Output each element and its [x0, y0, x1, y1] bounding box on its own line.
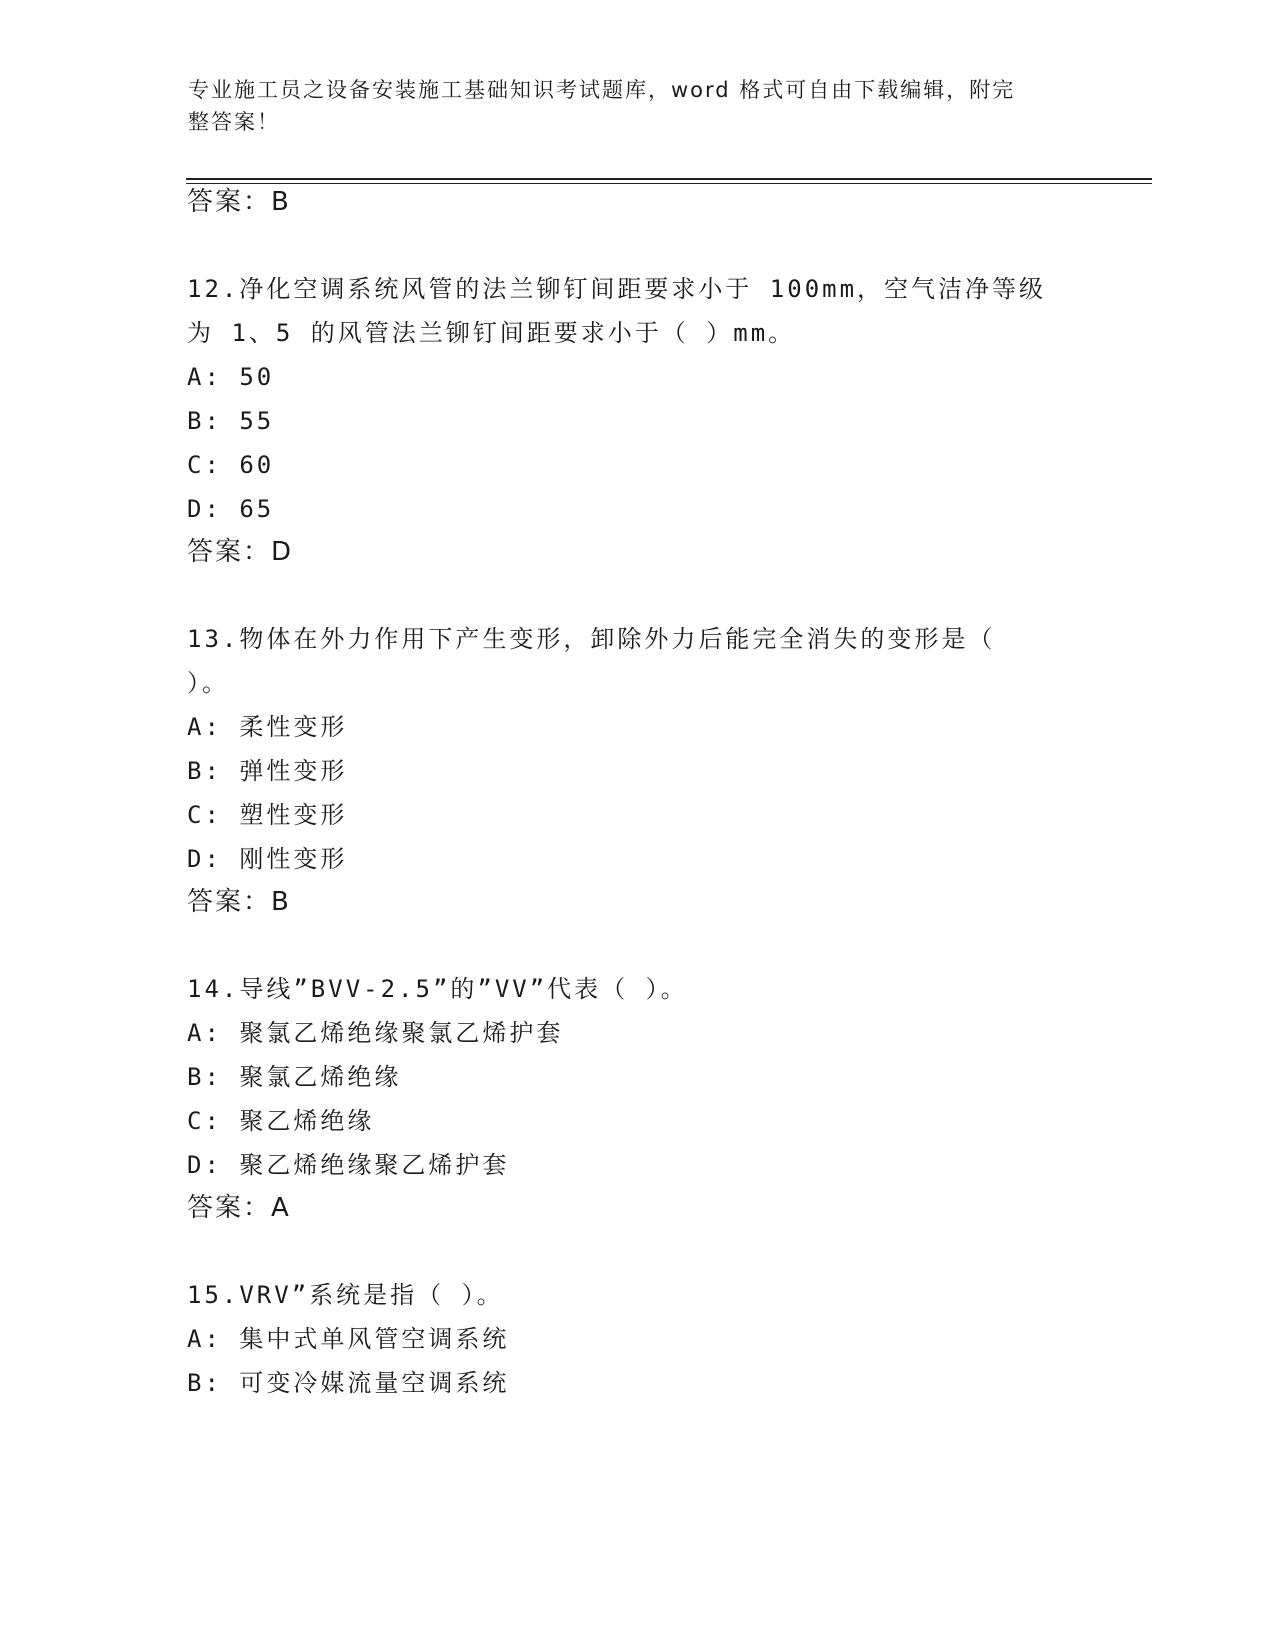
header-line-1: 专业施工员之设备安装施工基础知识考试题库，word 格式可自由下载编辑，附完 [188, 78, 1016, 102]
question-14-option-c: C: 聚乙烯绝缘 [187, 1107, 375, 1135]
question-12-stem-line-2: 为 1、5 的风管法兰铆钉间距要求小于（ ）mm。 [187, 319, 796, 347]
question-12-option-b: B: 55 [187, 407, 275, 435]
question-13-option-d: D: 刚性变形 [187, 845, 348, 873]
question-12-stem-line-1: 12.净化空调系统风管的法兰铆钉间距要求小于 100mm，空气洁净等级 [187, 275, 1047, 303]
question-13-answer: 答案：B [187, 887, 291, 917]
question-13-stem-line-1: 13.物体在外力作用下产生变形，卸除外力后能完全消失的变形是（ [187, 625, 996, 653]
question-12-option-c: C: 60 [187, 451, 275, 479]
question-12-answer: 答案：D [187, 537, 294, 567]
document-header [188, 74, 1068, 138]
question-14-stem-line-1: 14.导线”BVV-2.5”的”VV”代表（ ）。 [187, 975, 688, 1003]
answer-previous: 答案：B [187, 187, 291, 217]
question-14-answer: 答案：A [187, 1193, 291, 1223]
question-12-option-d: D: 65 [187, 495, 275, 523]
question-12-option-a: A: 50 [187, 363, 275, 391]
question-15-option-a: A: 集中式单风管空调系统 [187, 1325, 510, 1353]
question-14-option-d: D: 聚乙烯绝缘聚乙烯护套 [187, 1151, 510, 1179]
question-15-option-b: B: 可变冷媒流量空调系统 [187, 1369, 510, 1397]
question-14-option-b: B: 聚氯乙烯绝缘 [187, 1063, 402, 1091]
question-13-option-a: A: 柔性变形 [187, 713, 348, 741]
header-line-2: 整答案！ [188, 110, 280, 134]
question-13-option-b: B: 弹性变形 [187, 757, 348, 785]
question-13-stem-line-2: ）。 [187, 669, 229, 697]
question-15-stem-line-1: 15.VRV”系统是指（ ）。 [187, 1281, 504, 1309]
header-divider-thin [186, 183, 1152, 184]
question-14-option-a: A: 聚氯乙烯绝缘聚氯乙烯护套 [187, 1019, 564, 1047]
question-13-option-c: C: 塑性变形 [187, 801, 348, 829]
header-divider-thick [186, 178, 1152, 180]
